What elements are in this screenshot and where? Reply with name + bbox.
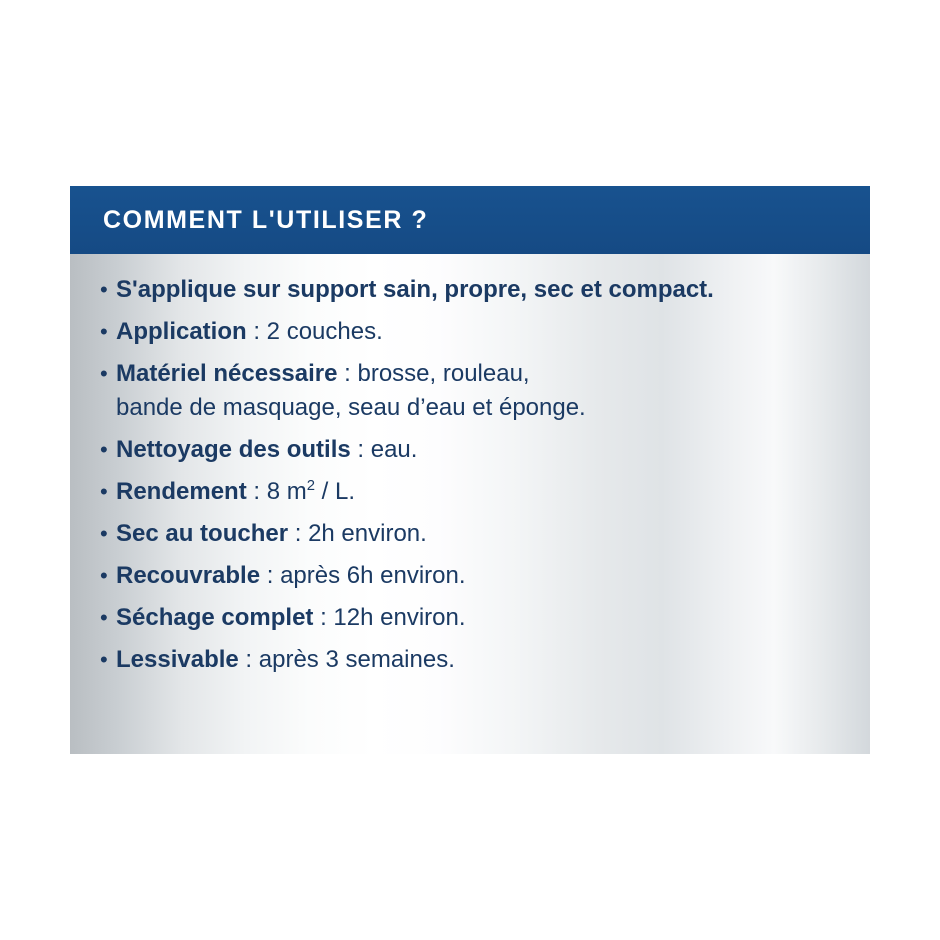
how-to-use-panel	[70, 186, 870, 754]
bullet-icon: •	[100, 479, 108, 504]
page-title: COMMENT L'UTILISER ?	[103, 205, 429, 234]
list-item	[100, 430, 844, 470]
list-item-value-line2: bande de masquage, seau d’eau et éponge.	[116, 394, 586, 421]
list-item-text	[116, 601, 466, 635]
list-item-text	[116, 475, 355, 509]
bullet-icon: •	[100, 361, 108, 386]
list-item-value: : après 3 semaines.	[238, 646, 455, 673]
list-item	[100, 640, 844, 680]
list-item	[100, 472, 844, 512]
list-item	[100, 312, 844, 352]
list-item-value: : brosse, rouleau,	[337, 360, 530, 387]
bullet-icon: •	[100, 521, 108, 546]
list-item-value-post: / L.	[314, 478, 356, 505]
list-item-label: Rendement	[116, 478, 247, 505]
list-item-value: : 2 couches.	[246, 318, 383, 345]
list-item-label: Sec au toucher	[116, 520, 289, 547]
bullet-icon: •	[100, 277, 108, 302]
bullet-icon: •	[100, 647, 108, 672]
bullet-icon: •	[100, 563, 108, 588]
list-item-value: : après 6h environ.	[260, 562, 466, 589]
list-item-label: Matériel nécessaire	[116, 360, 338, 387]
list-item-value: : eau.	[350, 436, 418, 463]
list-item-text	[116, 517, 427, 551]
list-item-label: Nettoyage des outils	[116, 436, 351, 463]
list-item-value-pre: : 8 m	[246, 478, 307, 505]
list-item-label: Séchage complet	[116, 604, 314, 631]
list-item-text	[116, 315, 383, 349]
list-item	[100, 598, 844, 638]
list-item-text	[116, 273, 714, 307]
panel-header	[70, 186, 870, 254]
list-item-text	[116, 559, 466, 593]
list-item-label: Application	[116, 318, 247, 345]
bullet-icon: •	[100, 437, 108, 462]
list-item	[100, 556, 844, 596]
list-item-label: Lessivable	[116, 646, 239, 673]
list-item	[100, 270, 844, 310]
list-item	[100, 354, 844, 428]
list-item-label: Recouvrable	[116, 562, 261, 589]
list-item	[100, 514, 844, 554]
list-item-text	[116, 643, 455, 677]
list-item-value-sup: 2	[306, 478, 315, 494]
list-item-text	[116, 357, 586, 425]
list-item-value: : 2h environ.	[288, 520, 427, 547]
list-item-text	[116, 433, 417, 467]
instructions-list	[70, 254, 870, 680]
bullet-icon: •	[100, 605, 108, 630]
list-item-value: : 12h environ.	[313, 604, 466, 631]
list-item-label: S'applique sur support sain, propre, sec et compact.	[116, 276, 714, 303]
bullet-icon: •	[100, 319, 108, 344]
